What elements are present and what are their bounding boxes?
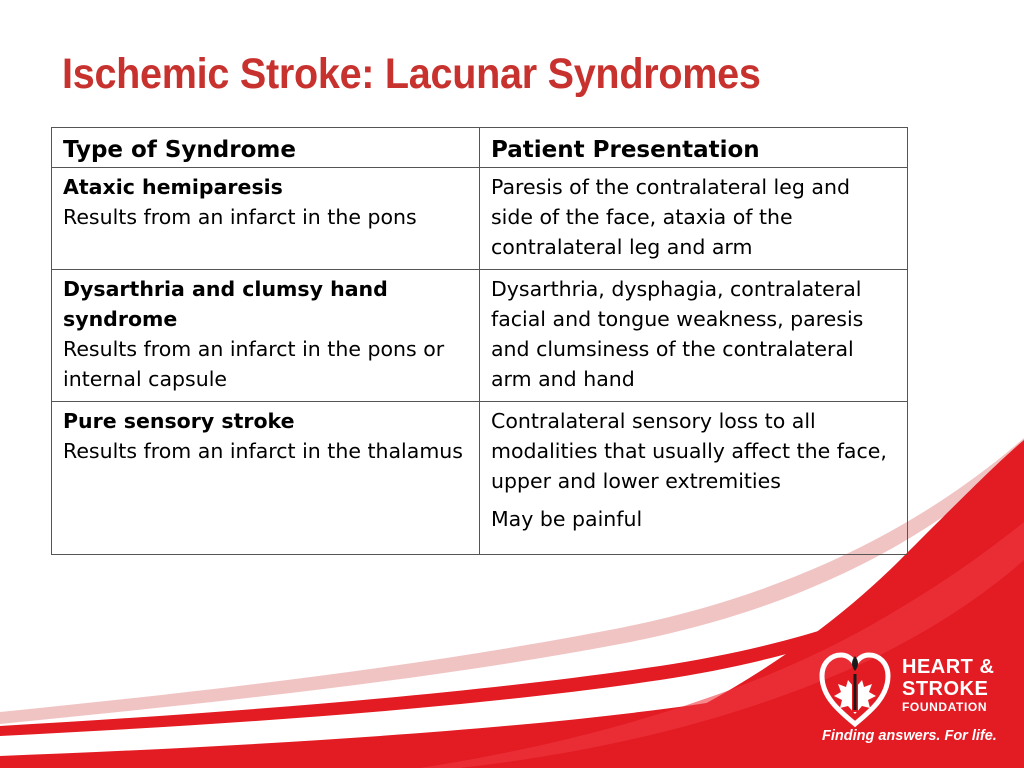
- table-row: [52, 270, 908, 402]
- table-header-row: [52, 128, 908, 168]
- syndrome-name: Dysarthria and clumsy hand syndrome: [63, 277, 388, 331]
- logo-tagline: Finding answers. For life.: [822, 728, 997, 744]
- presentation-cell: [480, 270, 908, 402]
- header-type-of-syndrome: Type of Syndrome: [52, 128, 480, 168]
- slide-title: Ischemic Stroke: Lacunar Syndromes: [62, 50, 761, 98]
- syndrome-cell: [52, 168, 480, 270]
- logo-heart-text: HEART &: [902, 656, 995, 678]
- presentation-text: Contralateral sensory loss to all modalities that usually affect the face, upper and lower extremities: [491, 409, 887, 493]
- lacunar-syndromes-table: [51, 127, 908, 555]
- presentation-text: Paresis of the contralateral leg and side of the face, ataxia of the contralateral leg and arm: [491, 175, 850, 259]
- syndrome-cell: [52, 270, 480, 402]
- table-row: [52, 402, 908, 555]
- presentation-cell: [480, 168, 908, 270]
- syndrome-cause: Results from an infarct in the pons or internal capsule: [63, 337, 445, 391]
- table-row: [52, 168, 908, 270]
- header-patient-presentation: Patient Presentation: [480, 128, 908, 168]
- presentation-text: Dysarthria, dysphagia, contralateral facial and tongue weakness, paresis and clumsiness of the contralateral arm and hand: [491, 277, 864, 391]
- syndrome-cause: Results from an infarct in the pons: [63, 205, 417, 229]
- syndrome-cell: [52, 402, 480, 555]
- syndrome-name: Pure sensory stroke: [63, 409, 295, 433]
- syndrome-name: Ataxic hemiparesis: [63, 175, 283, 199]
- presentation-cell: [480, 402, 908, 555]
- logo-foundation-text: FOUNDATION: [902, 700, 988, 714]
- presentation-note: May be painful: [491, 507, 643, 531]
- syndrome-cause: Results from an infarct in the thalamus: [63, 439, 463, 463]
- logo-wordmark: [902, 656, 994, 715]
- logo-stroke-text: STROKE: [902, 678, 989, 700]
- heart-torch-maple-leaf-icon: [818, 650, 892, 728]
